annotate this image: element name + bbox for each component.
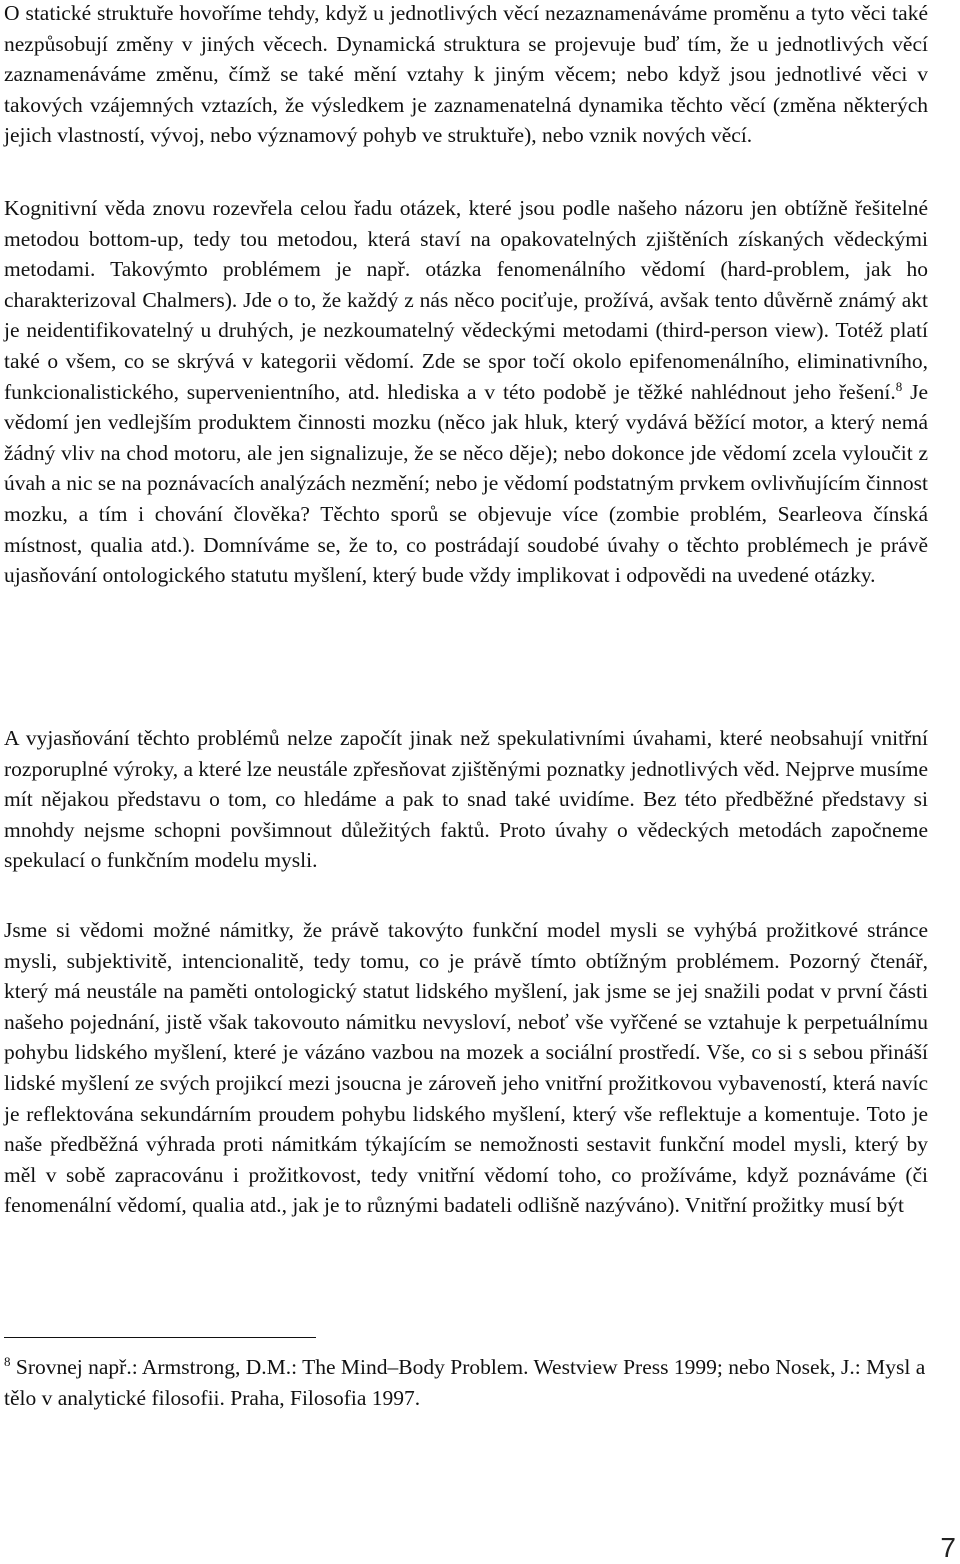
footnote-text: Srovnej např.: Armstrong, D.M.: The Mind–Body Problem. Westview Press 1999; nebo Nosek, J.: Mysl a tělo v analytické filosofii. Praha, Filosofia 1997.: [4, 1355, 926, 1410]
page-number: 7: [940, 1532, 956, 1563]
footnote: [4, 1352, 928, 1413]
footnote-number: 8: [4, 1353, 11, 1369]
footnote-separator: [4, 1337, 316, 1338]
paragraph-cognitive-science: [4, 193, 928, 591]
footnote-reference[interactable]: 8: [895, 378, 903, 394]
paragraph-functional-model-objection: Jsme si vědomi možné námitky, že právě takovýto funkční model mysli se vyhýbá prožitkové stránce mysli, subjektivitě, intencionalitě, tedy tomu, co je právě tímto obtížným problémem. Pozorný čtenář, který má neustále na paměti ontologický statut lidského myšlení, jak jsme se jej snažili podat v první části našeho pojednání, jistě však takovouto námitku nevysloví, neboť vše vyřčené se vztahuje k perpetuálnímu pohybu lidského myšlení, které je vázáno vazbou na mozek a sociální prostředí. Vše, co si s sebou přináší lidské myšlení ze svých projikcí mezi jsoucna je zároveň jeho vnitřní prožitkovou vybaveností, která navíc je reflektována sekundárním proudem pohybu lidského myšlení, který vše reflektuje a komentuje. Toto je naše předběžná výhrada proti námitkám týkajícím se nemožnosti sestavit funkční model mysli, který by měl v sobě zapracovánu i prožitkovost, tedy vnitřní vědomí toho, co prožíváme, když poznáváme (či fenomenální vědomí, qualia atd., jak je to různými badateli odlišně nazýváno). Vnitřní prožitky musí být: [4, 918, 928, 1218]
paragraph-text-after-note: Je vědomí jen vedlejším produktem činnosti mozku (něco jak hluk, který vydává běžící motor, a který nemá žádný vliv na chod motoru, ale jen signalizuje, že se něco děje); nebo dokonce jde vědomí zcela vyloučit z úvah a nic se na poznávacích analýzách nezmění; nebo je vědomí podstatným prvkem ovlivňujícím činnost mozku, a tím i chování člověka? Těchto sporů se objevuje více (zombie problém, Searleova čínská místnost, qualia atd.). Domníváme se, že to, co postrádají soudobé úvahy o těchto problémech je právě ujasňování ontologického statutu myšlení, který bude vždy implikovat i odpovědi na uvedené otázky.: [4, 379, 928, 588]
paragraph-speculative-clarification: A vyjasňování těchto problémů nelze započít jinak než spekulativními úvahami, které neobsahují vnitřní rozporuplné výroky, a které lze neustále zpřesňovat zjištěnými poznatky jednotlivých věd. Nejprve musíme mít nějakou představu o tom, co hledáme a pak to snad také uvidíme. Bez této předběžné představy si mnohdy nejsme schopni povšimnout důležitých faktů. Proto úvahy o vědeckých metodách započneme spekulací o funkčním modelu mysli.: [4, 726, 929, 873]
paragraph-static-dynamic-structure: O statické struktuře hovoříme tehdy, když u jednotlivých věcí nezaznamenáváme proměnu a tyto věci také nezpůsobují změny v jiných věcech. Dynamická struktura se projevuje buď tím, že u jednotlivých věcí zaznamenáváme změnu, čímž se také mění vztahy k jiným věcem; nebo když jsou jednotlivé věci v takových vzájemných vztazích, že výsledkem je zaznamenatelná dynamika těchto věcí (změna některých jejich vlastností, vývoj, nebo významový pohyb ve struktuře), nebo vznik nových věcí.: [4, 1, 928, 148]
paragraph-text-before-note: Kognitivní věda znovu rozevřela celou řadu otázek, které jsou podle našeho názoru jen obtížně řešitelné metodou bottom-up, tedy tou metodou, která staví na opakovatelných zjištěních získaných vědeckými metodami. Takovýmto problémem je např. otázka fenomenálního vědomí (hard-problem, jak ho charakterizoval Chalmers). Jde o to, že každý z nás něco pociťuje, prožívá, avšak tento důvěrně známý akt je neidentifikovatelný u druhých, je nezkoumatelný vědeckými metodami (third-person view). Totéž platí také o všem, co se skrývá v kategorii vědomí. Zde se spor točí okolo epifenomenálního, eliminativního, funkcionalistického, supervenientního, atd. hlediska a v této podobě je těžké nahlédnout jeho řešení.: [4, 196, 928, 404]
